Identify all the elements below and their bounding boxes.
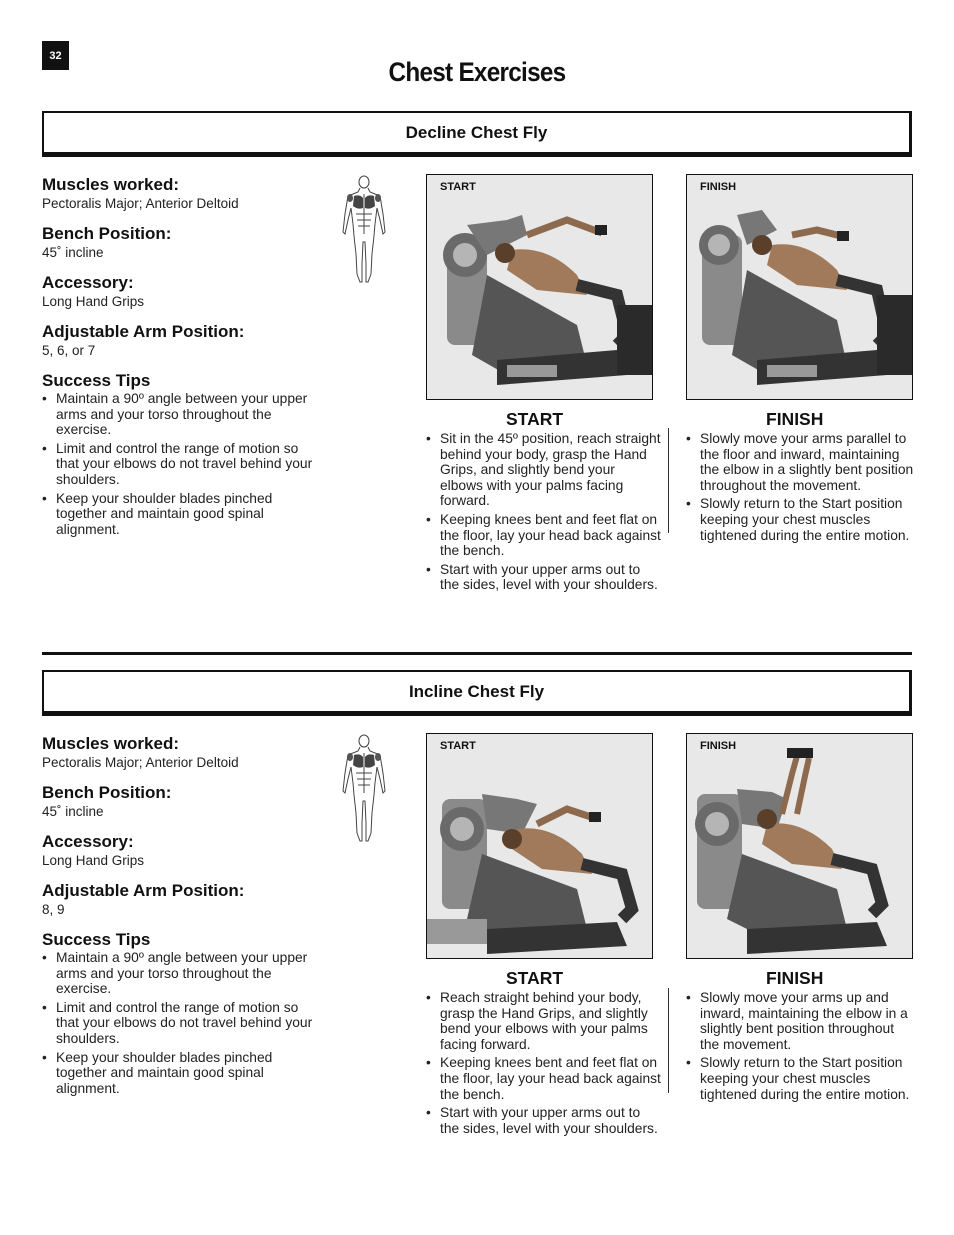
section-banner: Incline Chest Fly: [42, 670, 912, 716]
arm-position-value: 8, 9: [42, 902, 65, 917]
muscles-label: Muscles worked:: [42, 734, 179, 753]
section-banner: Decline Chest Fly: [42, 111, 912, 157]
section-divider: [42, 652, 912, 655]
exercise-info: [42, 175, 322, 540]
success-tips-label: Success Tips: [42, 371, 151, 390]
finish-instructions: [686, 409, 914, 546]
finish-instructions: [686, 968, 914, 1105]
photo-tag: FINISH: [700, 181, 737, 193]
photo-tag: FINISH: [700, 740, 737, 752]
exercise-machine-image: [687, 175, 913, 400]
start-instructions: [426, 409, 661, 596]
muscle-diagram-icon: [338, 733, 390, 845]
column-divider: [668, 988, 669, 1093]
arm-position-label: Adjustable Arm Position:: [42, 881, 245, 900]
accessory-label: Accessory:: [42, 273, 134, 292]
column-divider: [668, 428, 669, 533]
accessory-label: Accessory:: [42, 832, 134, 851]
tip-item: • Keep your shoulder blades pinched together and maintain good spinal alignment.: [42, 491, 322, 538]
step-item: • Sit in the 45º position, reach straight behind your body, grasp the Hand Grips, and slightly bend your elbows with your palms facing forward.: [426, 431, 661, 509]
arm-position-label: Adjustable Arm Position:: [42, 322, 245, 341]
photo-tag: START: [440, 181, 476, 193]
muscles-value: Pectoralis Major; Anterior Deltoid: [42, 196, 239, 211]
step-item: • Keeping knees bent and feet flat on the floor, lay your head back against the bench.: [426, 1055, 661, 1102]
bench-value: 45˚ incline: [42, 245, 104, 260]
step-item: • Slowly move your arms up and inward, maintaining the elbow in a slightly bent position throughout the movement.: [686, 990, 914, 1052]
exercise-machine-image: [427, 175, 653, 400]
muscles-value: Pectoralis Major; Anterior Deltoid: [42, 755, 239, 770]
finish-steps-list: [686, 990, 914, 1102]
arm-position-value: 5, 6, or 7: [42, 343, 96, 358]
step-item: • Start with your upper arms out to the sides, level with your shoulders.: [426, 562, 661, 593]
accessory-value: Long Hand Grips: [42, 294, 145, 309]
step-item: • Reach straight behind your body, grasp the Hand Grips, and slightly bend your elbows with your palms facing forward.: [426, 990, 661, 1052]
bench-value: 45˚ incline: [42, 804, 104, 819]
page-title: Chest Exercises: [388, 57, 566, 87]
start-steps-list: [426, 431, 661, 593]
start-photo: [426, 174, 653, 400]
exercise-info: [42, 734, 322, 1099]
start-instructions: [426, 968, 661, 1139]
exercise-machine-image: [427, 734, 653, 959]
finish-photo: [686, 733, 913, 959]
step-item: • Start with your upper arms out to the sides, level with your shoulders.: [426, 1105, 661, 1136]
finish-heading: FINISH: [766, 968, 824, 988]
start-heading: START: [506, 409, 564, 429]
finish-steps-list: [686, 431, 914, 543]
step-item: • Slowly move your arms parallel to the floor and inward, maintaining the elbow in a slightly bent position throughout the movement.: [686, 431, 914, 493]
muscles-label: Muscles worked:: [42, 175, 179, 194]
muscle-diagram-icon: [338, 174, 390, 286]
start-heading: START: [506, 968, 564, 988]
tip-item: • Limit and control the range of motion so that your elbows do not travel behind your shoulders.: [42, 441, 322, 488]
start-photo: [426, 733, 653, 959]
finish-photo: [686, 174, 913, 400]
photo-tag: START: [440, 740, 476, 752]
step-item: • Keeping knees bent and feet flat on the floor, lay your head back against the bench.: [426, 512, 661, 559]
bench-label: Bench Position:: [42, 783, 172, 802]
success-tips-label: Success Tips: [42, 930, 151, 949]
step-item: • Slowly return to the Start position keeping your chest muscles tightened during the entire motion.: [686, 1055, 914, 1102]
tip-item: • Keep your shoulder blades pinched together and maintain good spinal alignment.: [42, 1050, 322, 1097]
success-tips-list: [42, 391, 322, 537]
tip-item: • Limit and control the range of motion so that your elbows do not travel behind your shoulders.: [42, 1000, 322, 1047]
step-item: • Slowly return to the Start position keeping your chest muscles tightened during the entire motion.: [686, 496, 914, 543]
success-tips-list: [42, 950, 322, 1096]
tip-item: • Maintain a 90º angle between your upper arms and your torso throughout the exercise.: [42, 950, 322, 997]
accessory-value: Long Hand Grips: [42, 853, 145, 868]
bench-label: Bench Position:: [42, 224, 172, 243]
tip-item: • Maintain a 90º angle between your upper arms and your torso throughout the exercise.: [42, 391, 322, 438]
start-steps-list: [426, 990, 661, 1136]
exercise-machine-image: [687, 734, 913, 959]
finish-heading: FINISH: [766, 409, 824, 429]
page-number: 32: [42, 41, 69, 70]
